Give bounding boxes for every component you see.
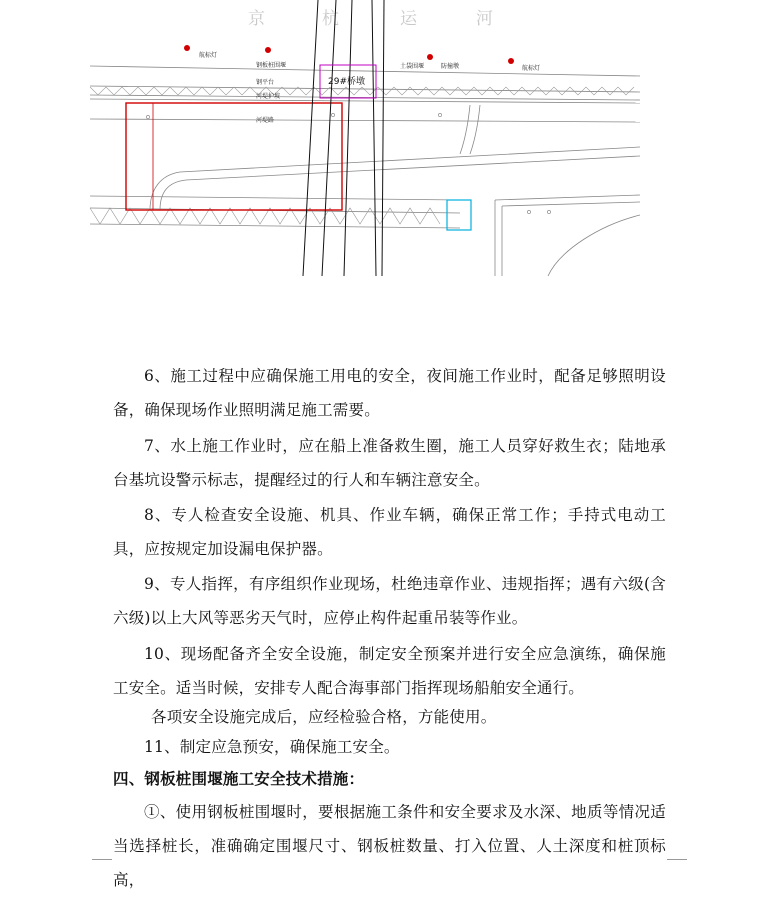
label-buoy: 钢板桩围堰 [256, 62, 287, 69]
page-corner-right [667, 859, 687, 872]
paragraph-7: 7、水上施工作业时，应在船上准备救生圈，施工人员穿好救生衣；陆地承台基坑设警示标志，提醒经过的行人和车辆注意安全。 [113, 437, 666, 489]
paragraph-6: 6、施工过程中应确保施工用电的安全，夜间施工作业时，配备足够照明设备，确保现场作业照明满足施工需要。 [113, 367, 666, 419]
nav-light-right-marker [508, 58, 514, 64]
bridge-lines [303, 0, 384, 276]
river-title-char-4: 河 [476, 9, 493, 29]
label-nav-light-right: 航标灯 [522, 65, 541, 72]
paragraph-10: 10、现场配备齐全安全设施，制定安全预案并进行安全应急演练，确保施工安全。适当时候，安排专人配合海事部门指挥现场船舶安全通行。 [113, 645, 666, 697]
anti-collision-box [447, 200, 471, 230]
label-nav-light-left: 航标灯 [199, 52, 218, 59]
nav-light-left-marker [184, 45, 190, 51]
pier-label: 29#桥墩 [328, 77, 365, 87]
label-anti-collision: 防撞墩 [441, 63, 460, 70]
river-title-char-2: 杭 [322, 9, 339, 29]
paragraph-9: 9、专人指挥，有序组织作业现场，杜绝违章作业、违规指挥；遇有六级(含六级)以上大风等恶劣天气时，应停止构件起重吊装等作业。 [113, 575, 666, 627]
paragraph-10-note: 各项安全设施完成后，应经检验合格，方能使用。 [151, 708, 497, 726]
paragraph-8: 8、专人检查安全设施、机具、作业车辆，确保正常工作；手持式电动工具，应按规定加设漏电保护器。 [113, 506, 666, 558]
section-heading: 四、钢板桩围堰施工安全技术措施： [113, 769, 365, 788]
river-title-char-3: 运 [400, 9, 417, 29]
label-platform: 钢平台 [256, 79, 275, 86]
anti-collision-marker [427, 54, 433, 60]
label-river-road: 河堤路 [256, 117, 275, 124]
section-item-1: ①、使用钢板桩围堰时，要根据施工条件和安全要求及水深、地质等情况适当选择桩长，准确确定围堰尺寸、钢板桩数量、打入位置、人土深度和桩顶标高， [113, 803, 666, 889]
label-rock-excavation: 土袋围堰 [400, 63, 425, 70]
nav-markers [184, 45, 514, 64]
buoy-marker [265, 47, 271, 53]
label-river-bank: 河堤护坡 [256, 93, 281, 100]
page-corner-left [92, 859, 112, 872]
revetment-pattern [90, 87, 634, 224]
site-plan-drawing [0, 0, 779, 290]
river-title-char-1: 京 [248, 9, 265, 29]
paragraph-11: 11、制定应急预安，确保施工安全。 [144, 738, 400, 756]
